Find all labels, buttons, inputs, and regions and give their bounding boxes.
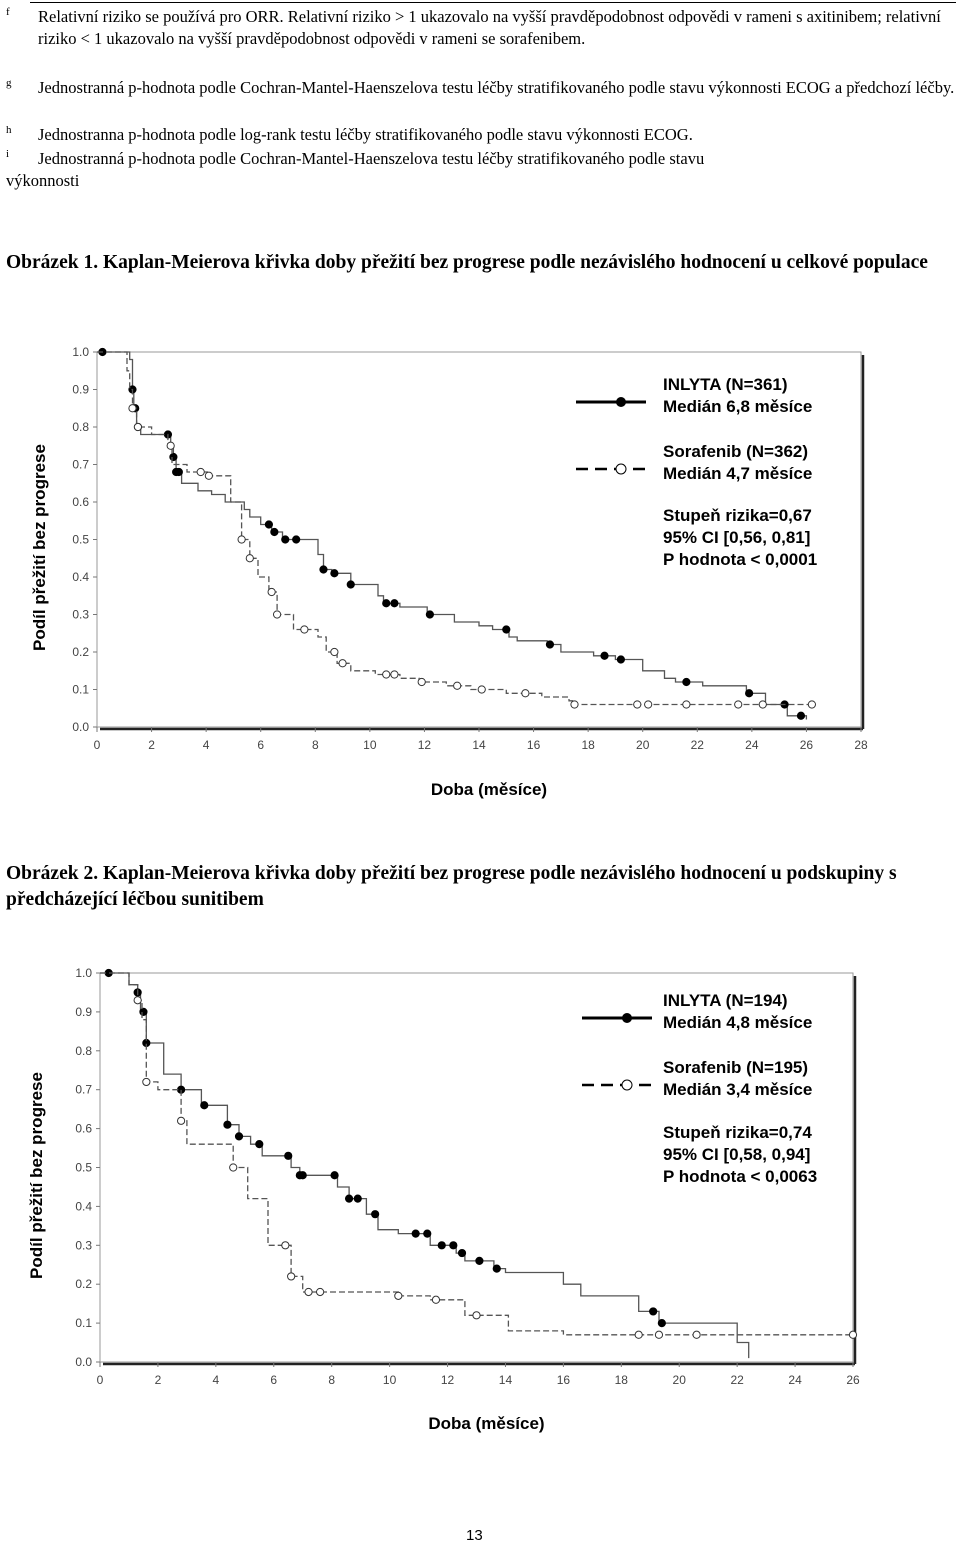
censor-marker-inlyta [235,1133,242,1140]
legend-stat-line: Stupeň rizika=0,67 [663,506,812,525]
x-tick-label: 14 [498,1373,513,1387]
censor-marker-inlyta [201,1102,208,1109]
censor-marker-inlyta [412,1230,419,1237]
x-tick-label: 26 [799,738,814,752]
y-tick-label: 0.6 [75,1121,92,1136]
x-tick-label: 2 [154,1373,162,1387]
x-tick-label: 6 [270,1373,278,1387]
legend-inlyta-label: INLYTA (N=194) [663,991,788,1010]
figure-1-title: Kaplan-Meierova křivka doby přežití bez progrese podle nezávislého hodnocení u celkové populace [102,252,928,273]
censor-marker-inlyta [354,1195,361,1202]
y-tick-label: 0.5 [75,1160,92,1175]
x-tick-label: 16 [556,1373,571,1387]
footnote-marker: i [6,148,10,160]
legend-inlyta-median: Medián 4,8 měsíce [663,1013,813,1032]
figure-2-label: Obrázek 2. [6,863,99,884]
y-tick-label: 0.0 [75,1355,92,1369]
x-tick-label: 10 [363,738,377,752]
y-tick-label: 0.7 [75,1082,92,1097]
censor-marker-sorafenib [305,1288,312,1295]
x-tick-label: 0 [96,1373,104,1387]
censor-marker-inlyta [658,1320,665,1327]
legend-stat-line: 95% CI [0,56, 0,81] [663,528,811,547]
x-tick-label: 20 [672,1373,686,1387]
x-tick-label: 12 [417,738,432,752]
y-tick-label: 0.0 [72,720,89,734]
footnote-text: Jednostranna p-hodnota podle log-rank testu léčby stratifikovaného podle stavu výkonnosti ECOG. [38,125,693,144]
legend-sorafenib-median: Medián 4,7 měsíce [663,464,813,483]
footnote-text: Jednostranná p-hodnota podle Cochran-Mantel-Haenszelova testu léčby stratifikovaného podle stavu [38,149,705,168]
y-tick-label: 0.3 [72,607,89,622]
censor-marker-inlyta [476,1257,483,1264]
x-tick-label: 8 [311,738,319,752]
x-tick-label: 20 [636,738,650,752]
figure-1-label: Obrázek 1. [6,252,99,273]
censor-marker-inlyta [650,1308,657,1315]
censor-marker-sorafenib [693,1331,700,1338]
x-tick-label: 26 [846,1373,860,1387]
y-tick-label: 0.2 [72,645,89,659]
km-curve-inlyta [100,973,749,1358]
y-tick-label: 1.0 [75,966,92,980]
y-tick-label: 0.8 [72,420,89,434]
censor-marker-inlyta [285,1152,292,1159]
censor-marker-sorafenib [230,1164,237,1171]
legend-marker-inlyta [622,1013,632,1023]
y-tick-label: 0.5 [72,532,89,547]
x-tick-label: 2 [148,738,155,752]
censor-marker-inlyta [140,1008,147,1015]
x-tick-label: 16 [526,738,541,752]
footnote-text: Relativní riziko se používá pro ORR. Relativní riziko > 1 ukazovalo na vyšší pravděpodobnost odpovědi v rameni s axitinibem; relativní riziko < 1 ukazovalo na vyšší pravděpodobnost odpovědi v rameni se sorafenibem. [38,7,941,48]
censor-marker-sorafenib [655,1331,662,1338]
x-tick-label: 24 [745,738,759,752]
legend-stat-line: P hodnota < 0,0063 [663,1167,818,1186]
y-tick-label: 0.4 [75,1199,92,1214]
censor-marker-inlyta [299,1172,306,1179]
x-axis-label: Doba (měsíce) [428,1414,545,1433]
x-tick-label: 8 [328,1373,336,1387]
x-tick-label: 12 [440,1373,455,1387]
footnote-marker: h [6,124,12,136]
censor-marker-inlyta [331,1172,338,1179]
x-tick-label: 18 [614,1373,628,1387]
y-tick-label: 0.9 [75,1004,92,1019]
censor-marker-sorafenib [177,1117,184,1124]
x-tick-label: 4 [202,738,210,752]
censor-marker-sorafenib [288,1273,295,1280]
y-tick-label: 0.7 [72,457,89,472]
y-tick-label: 0.1 [72,682,89,697]
censor-marker-sorafenib [473,1312,480,1319]
censor-marker-inlyta [450,1242,457,1249]
censor-marker-inlyta [438,1242,445,1249]
x-tick-label: 22 [690,738,704,752]
legend-inlyta-median: Medián 6,8 měsíce [663,397,813,416]
y-tick-label: 0.2 [75,1277,92,1292]
censor-marker-sorafenib [317,1288,324,1295]
legend-inlyta-label: INLYTA (N=361) [663,375,788,394]
censor-marker-inlyta [224,1121,231,1128]
x-tick-label: 0 [93,738,101,752]
y-tick-label: 1.0 [72,345,89,359]
censor-marker-inlyta [424,1230,431,1237]
censor-marker-sorafenib [849,1331,856,1338]
legend-sorafenib-label: Sorafenib (N=195) [663,1058,809,1077]
footnote-marker: f [6,6,10,18]
y-tick-label: 0.9 [72,382,89,397]
footnote-text: Jednostranná p-hodnota podle Cochran-Mantel-Haenszelova testu léčby stratifikovaného podle stavu výkonnosti ECOG a předchozí léčby. [38,78,955,97]
x-tick-label: 14 [472,738,486,752]
y-tick-label: 0.3 [75,1238,92,1253]
y-tick-label: 0.8 [75,1043,92,1058]
censor-marker-inlyta [256,1141,263,1148]
x-axis-label: Doba (měsíce) [430,780,548,799]
y-axis-label: Podíl přežití bez progrese [27,1072,46,1279]
x-tick-label: 28 [854,738,868,752]
censor-marker-sorafenib [143,1078,150,1085]
censor-marker-sorafenib [635,1331,642,1338]
footnote-marker: g [6,77,12,89]
censor-marker-inlyta [345,1195,352,1202]
legend-sorafenib-median: Medián 3,4 měsíce [663,1080,813,1099]
y-tick-label: 0.6 [72,495,89,509]
y-tick-label: 0.1 [75,1316,92,1331]
legend-stat-line: P hodnota < 0,0001 [663,550,818,569]
x-tick-label: 4 [212,1373,220,1387]
page-number: 13 [466,1527,483,1544]
x-tick-label: 24 [788,1373,802,1387]
censor-marker-inlyta [458,1249,465,1256]
x-tick-label: 10 [382,1373,397,1387]
x-tick-label: 18 [581,738,595,752]
y-axis-label: Podíl přežití bez progrese [30,444,49,651]
censor-marker-inlyta [493,1265,500,1272]
censor-marker-sorafenib [134,997,141,1004]
x-tick-label: 22 [730,1373,744,1387]
legend-marker-sorafenib [622,1080,632,1090]
footnote-continuation: výkonnosti [6,171,80,190]
x-tick-label: 6 [257,738,265,752]
censor-marker-sorafenib [432,1296,439,1303]
y-tick-label: 0.4 [72,570,89,584]
censor-marker-sorafenib [282,1242,289,1249]
censor-marker-sorafenib [395,1292,402,1299]
legend-sorafenib-label: Sorafenib (N=362) [663,442,809,461]
censor-marker-inlyta [372,1211,379,1218]
figure-2-title: Kaplan-Meierova křivka doby přežití bez progrese podle nezávislého hodnocení u podskupiny s předcházející léčbou sunitibem [6,863,897,910]
legend-stat-line: 95% CI [0,58, 0,94] [663,1145,811,1164]
legend-stat-line: Stupeň rizika=0,74 [663,1123,812,1142]
